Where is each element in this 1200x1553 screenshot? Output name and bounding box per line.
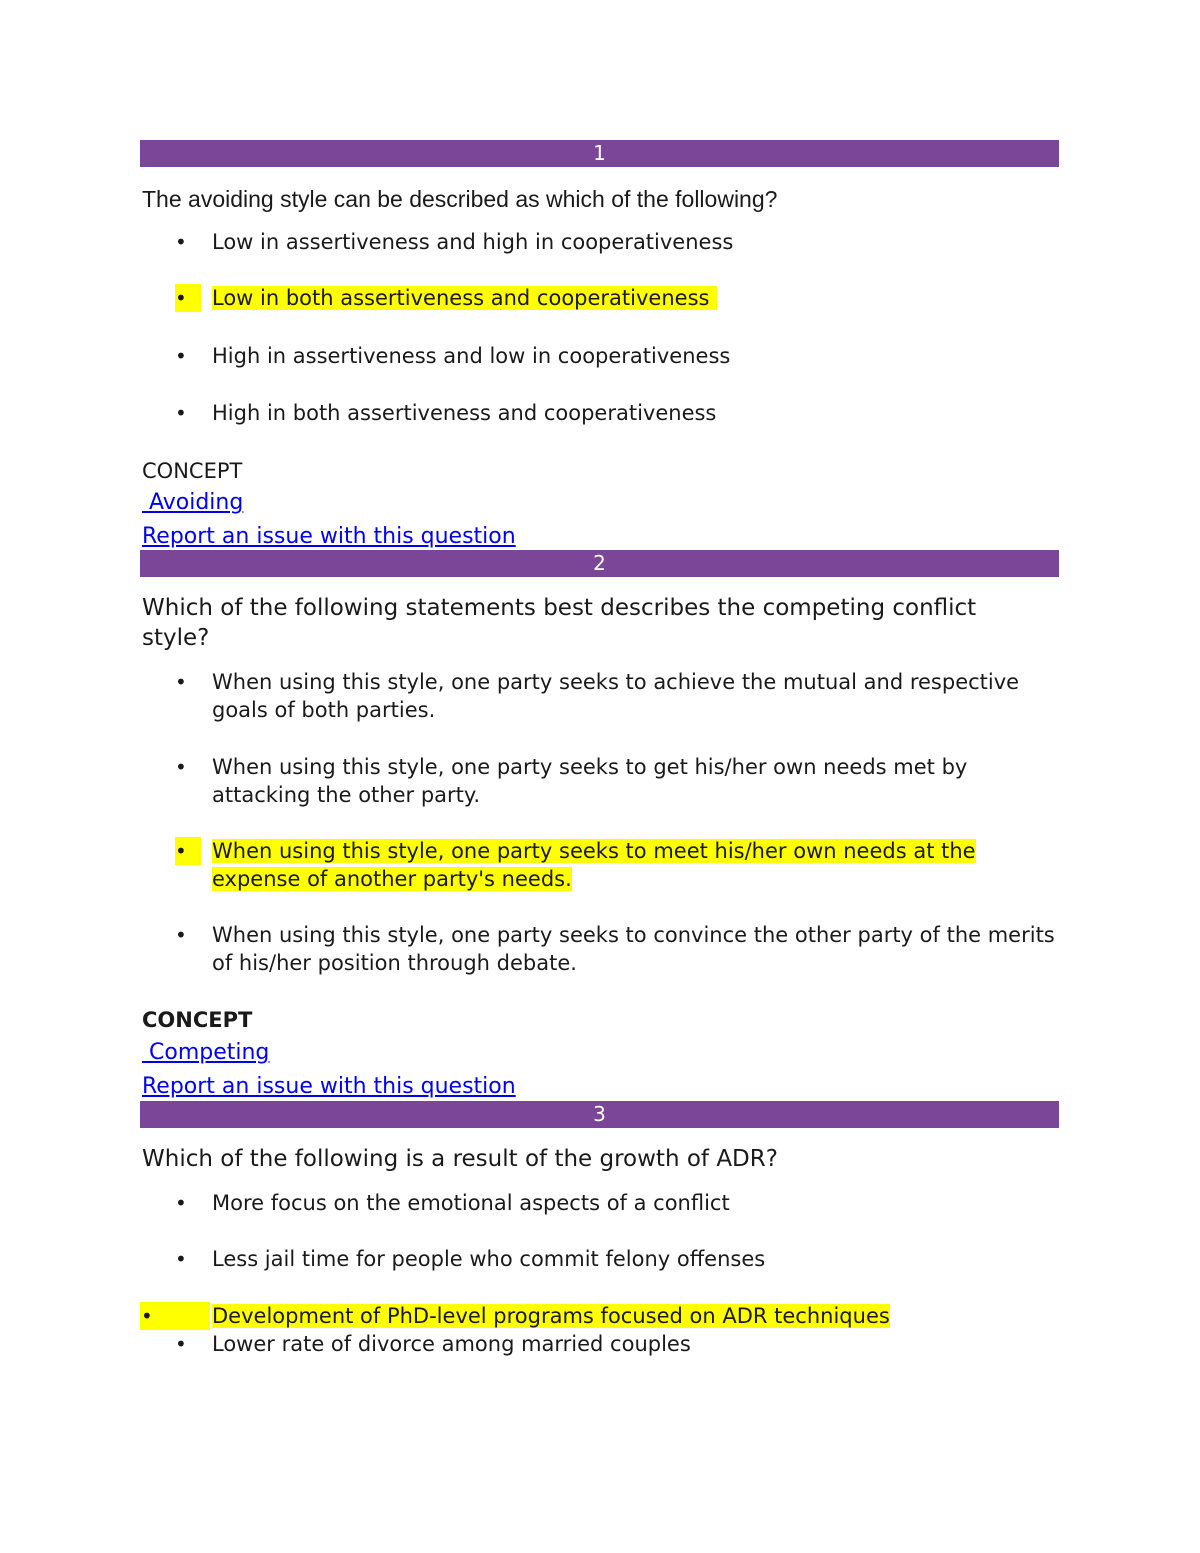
report-issue-link[interactable]: Report an issue with this question [142, 1074, 516, 1099]
answer-option-text: Less jail time for people who commit felony offenses [212, 1247, 766, 1271]
answer-option-text: Lower rate of divorce among married couples [212, 1332, 691, 1356]
answer-option-text: Low in both assertiveness and cooperativeness [212, 286, 717, 310]
bullet-icon: • [175, 670, 187, 694]
bullet-icon: • [175, 344, 187, 368]
report-issue-link[interactable]: Report an issue with this question [142, 524, 516, 549]
question-prompt: Which of the following statements best describes the competing conflict style? [142, 595, 977, 651]
concept-label: CONCEPT [142, 459, 243, 483]
concept-link[interactable]: Avoiding [142, 490, 244, 515]
question-number: 3 [593, 1102, 606, 1126]
concept-link[interactable]: Competing [142, 1040, 270, 1065]
bullet-icon: • [175, 755, 187, 779]
answer-option-text: When using this style, one party seeks to get his/her own needs met by attacking the other party. [212, 755, 968, 807]
bullet-icon: • [141, 1304, 153, 1328]
question-number: 1 [593, 141, 606, 165]
question-number: 2 [593, 551, 606, 575]
bullet-icon: • [175, 230, 187, 254]
question-number-bar [140, 1101, 1059, 1128]
bullet-icon: • [175, 1332, 187, 1356]
answer-option-text: High in assertiveness and low in cooperativeness [212, 344, 731, 368]
bullet-icon: • [175, 284, 201, 312]
bullet-icon: • [175, 923, 187, 947]
answer-option-text: When using this style, one party seeks to meet his/her own needs at the expense of another party's needs. [212, 839, 976, 891]
question-prompt: Which of the following is a result of the growth of ADR? [142, 1146, 778, 1172]
bullet-icon: • [175, 1247, 187, 1271]
answer-option-text: More focus on the emotional aspects of a conflict [212, 1191, 730, 1215]
concept-label: CONCEPT [142, 1008, 253, 1032]
answer-option-text: When using this style, one party seeks to achieve the mutual and respective goals of both parties. [212, 670, 1020, 722]
answer-option-text: Development of PhD-level programs focused on ADR techniques [212, 1304, 890, 1328]
answer-option-text: When using this style, one party seeks to convince the other party of the merits of his/her position through debate. [212, 923, 1055, 975]
bullet-icon: • [175, 401, 187, 425]
answer-option-text: Low in assertiveness and high in cooperativeness [212, 230, 734, 254]
question-number-bar [140, 550, 1059, 577]
bullet-icon: • [175, 1191, 187, 1215]
answer-option-text: High in both assertiveness and cooperativeness [212, 401, 717, 425]
question-prompt: The avoiding style can be described as which of the following? [142, 186, 778, 212]
question-number-bar [140, 140, 1059, 167]
bullet-icon: • [175, 837, 201, 865]
